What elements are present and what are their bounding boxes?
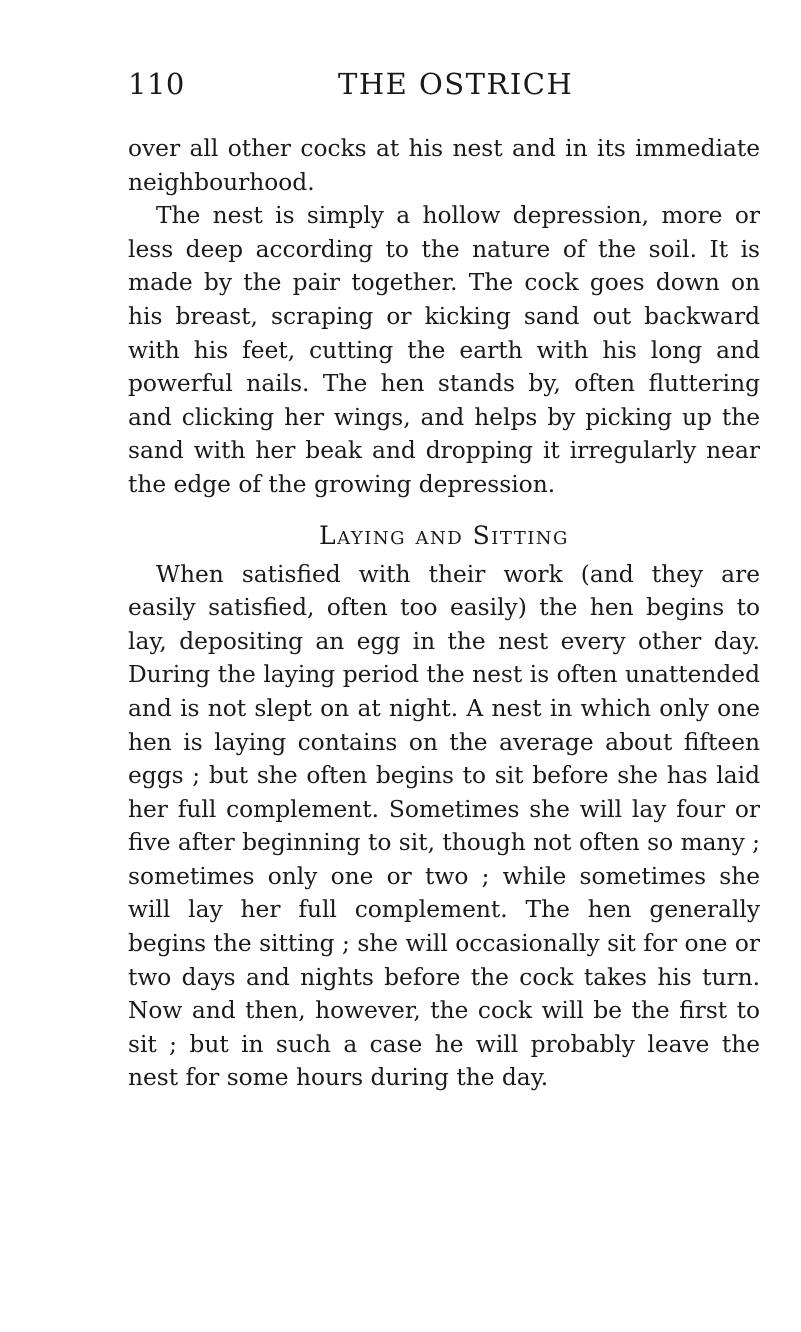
page-number: 110 [128, 67, 185, 101]
paragraph-laying: When satisfied with their work (and they are easily satisfied, often too easily) the hen begins to lay, depositing an egg in the nest every other day. During the laying period the nest is often unattended and is not slept on at night. A nest in which only one hen is laying contains on the average about fifteen eggs ; but she often begins to sit before she has laid her full complement. Sometimes she will lay four or five after beginning to sit, though not often so many ; sometimes only one or two ; while sometimes she will lay her full complement. The hen generally begins the sitting ; she will occasionally sit for one or two days and nights before the cock takes his turn. Now and then, however, the cock will be the first to sit ; but in such a case he will probably leave the nest for some hours during the day. [128, 560, 760, 1092]
running-title: THE OSTRICH [338, 67, 574, 101]
paragraph-continuation: over all other cocks at his nest and in its immediate neighbourhood. [128, 135, 760, 196]
page-header [128, 64, 758, 104]
body-text [128, 132, 760, 1095]
paragraph-nest: The nest is simply a hollow depression, more or less deep according to the nature of the soil. It is made by the pair together. The cock goes down on his breast, scraping or kicking sand out backward with his feet, cutting the earth with his long and powerful nails. The hen stands by, often fluttering and clicking her wings, and helps by picking up the sand with her beak and dropping it irregularly near the edge of the growing depression. [128, 202, 760, 498]
section-heading: Laying and Sitting [319, 520, 569, 550]
